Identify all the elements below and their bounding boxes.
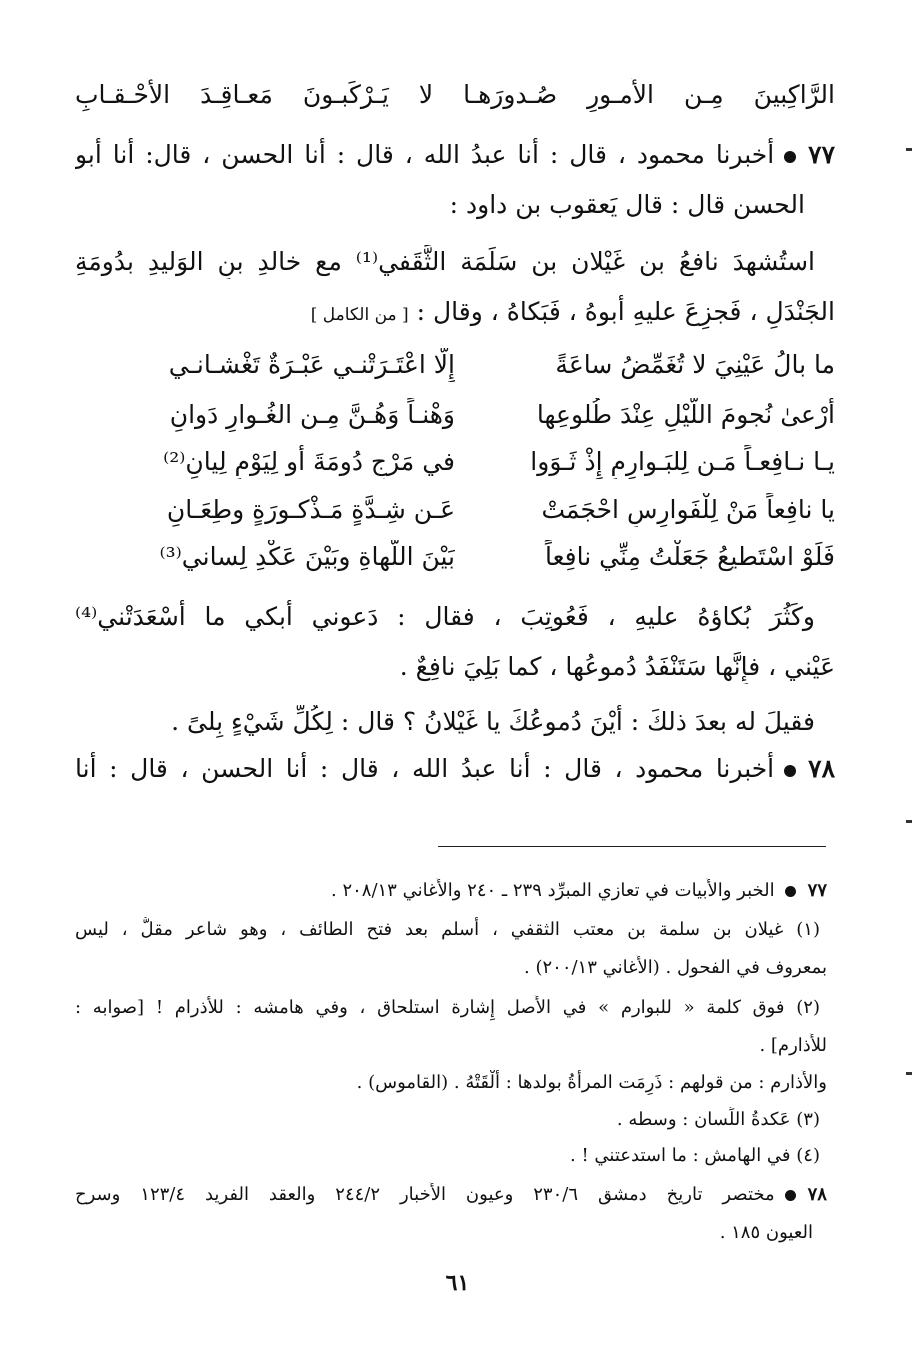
verse-2-first-hemistich: أَرْعىٰ نُجومَ اللَّيْلِ عِنْدَ طُلوعِها [536, 400, 835, 429]
verse-2-second-hemistich: وَهْنـاً وَهُـنَّ مِـن الغُـوارِ دَوانِ [169, 400, 455, 429]
page-number: ٦١ [445, 1270, 470, 1296]
margin-mark [906, 148, 912, 151]
entry-78-text: أَخبرنا محمود ، قال : أَنا عبدُ الله ، قال : أَنا الحسن ، قال : أَنا [75, 754, 775, 783]
margin-mark [906, 820, 912, 823]
entry-number: ٧٨ [808, 754, 835, 783]
bullet-icon [785, 1190, 796, 1201]
footnote-4: (٤) في الهامش : ما استدعتني ! . [570, 1145, 820, 1166]
entry-77-line-2: الحسن قال : قال يَعقوب بن داود : [449, 190, 805, 219]
bullet-icon [785, 886, 796, 897]
footnote-1-line-1: (١) غيلان بن سلمة بن معتب الثقفي ، أَسلم بعد فتح الطائف ، وهو شاعر مقلٌّ ، ليس [75, 919, 820, 940]
footnote-2-line-1: (٢) فوق كلمة « للبوارم » في الأَصل إِشارة استلحاق ، وفي هامشه : للأذرام ! [صوابه : [75, 997, 820, 1018]
entry-77-text: أَخبرنا محمود ، قال : أَنا عبدُ الله ، قال : أَنا الحسن ، قال: أَنا أَبو [75, 140, 775, 169]
footnote-78-line-1 [75, 1182, 827, 1208]
entry-78-line-1 [75, 752, 835, 786]
paragraph-3-line-1: فقيلَ له بعدَ ذلكَ : أَيْنَ دُموعُكَ يا غَيْلانُ ؟ قال : لِكُلِّ شَيْءٍ بِلىً . [171, 707, 815, 736]
footnote-2-line-2: للأَذارم] . [759, 1035, 827, 1056]
paragraph-2-line-2: عَيْني ، فإِنَّها سَتَنْفَدُ دُموعُها ، كما بَلِيَ نافِعٌ . [399, 652, 835, 681]
entry-number: ٧٧ [808, 140, 835, 169]
verse-1-first-hemistich: ما بالُ عَيْنِيَ لا تُغَمِّضُ ساعَةً [555, 350, 835, 379]
bullet-icon [784, 765, 796, 777]
footnote-2-line-3: والأَذارم : من قولهم : ذَرِمَت المرأةُ بولدها : أَلْقَتْهُ . (القاموس) . [356, 1072, 827, 1093]
verse-4-first-hemistich: يا نافِعاً مَنْ لِلْفَوارِسِ احْجَمَتْ [541, 495, 835, 524]
verse-3-first-hemistich: يـا نـافِعـاً مَـن لِلبَـوارِمِ إِذْ ثَـوَوا [530, 447, 835, 476]
footnote-78-text: مختصر تاريخ دمشق ٢٣٠/٦ وعيون الأَخبار ٢٤٤/٢ والعقد الفريد ١٢٣/٤ وسرح [75, 1184, 775, 1205]
footnote-3: (٣) عَكدةُ اللِّسان : وسطه . [616, 1109, 820, 1130]
meter-label: [ من الكامل ] [310, 305, 409, 325]
footnote-entry-number: ٧٧ [807, 880, 827, 901]
verse-5-first-hemistich: فَلَوْ اسْتَطيعُ جَعَلْتُ مِنِّي نافِعاً [544, 542, 835, 571]
footnote-77 [75, 878, 827, 904]
bullet-icon [784, 151, 796, 163]
verse-1-second-hemistich: إِلّا اعْتَـرَتْنـي عَبْـرَةٌ تَغْشـانـي [168, 350, 455, 379]
entry-77-line-1 [75, 138, 835, 172]
footnote-77-text: الخبر والأَبيات في تعازي المبرِّد ٢٣٩ ـ ٢٤٠ والأَغاني ٢٠٨/١٣ . [330, 880, 775, 901]
footnote-78-line-2: العيون ١٨٥ . [719, 1222, 813, 1243]
footnote-entry-number: ٧٨ [807, 1184, 827, 1205]
margin-mark [906, 1072, 912, 1075]
paragraph-1-text: الجَنْدَلِ ، فَجزِعَ عليهِ أَبوهُ ، فَبَكاهُ ، وقال : [416, 297, 835, 326]
paragraph-2-line-1: وكَثُرَ بُكاؤهُ عليهِ ، فَعُوتِبَ ، فقال : دَعوني أَبكي ما أَسْعَدَتْني⁽⁴⁾ [75, 602, 815, 631]
paragraph-1-line-2 [75, 295, 835, 332]
footnote-1-line-2: بمعروف في الفحول . (الأَغاني ٢٠٠/١٣) . [524, 957, 827, 978]
verse-line-top: الرَّاكِبينَ مِـن الأُمـورِ صُـدورَهـا لا يَـرْكَبـونَ مَعـاقِـدَ الأَحْـقـابِ [75, 80, 835, 109]
verse-3-second-hemistich: في مَرْجِ دُومَةَ أَو لِيَوْمِ لِيانِ⁽²⁾ [163, 447, 455, 476]
footnote-separator [438, 846, 826, 847]
verse-4-second-hemistich: عَـن شِـدَّةٍ مَـذْكـورَةٍ وطِعَـانِ [166, 495, 455, 524]
paragraph-1-line-1: استُشهدَ نافعُ بن غَيْلان بن سَلَمَة الثَّقَفي⁽¹⁾ مع خالدِ بنِ الوَليدِ بدُومَةِ [75, 247, 815, 276]
verse-5-second-hemistich: بَيْنَ اللَّهاةِ وبَيْنَ عَكْدِ لِساني⁽³⁾ [159, 542, 455, 571]
